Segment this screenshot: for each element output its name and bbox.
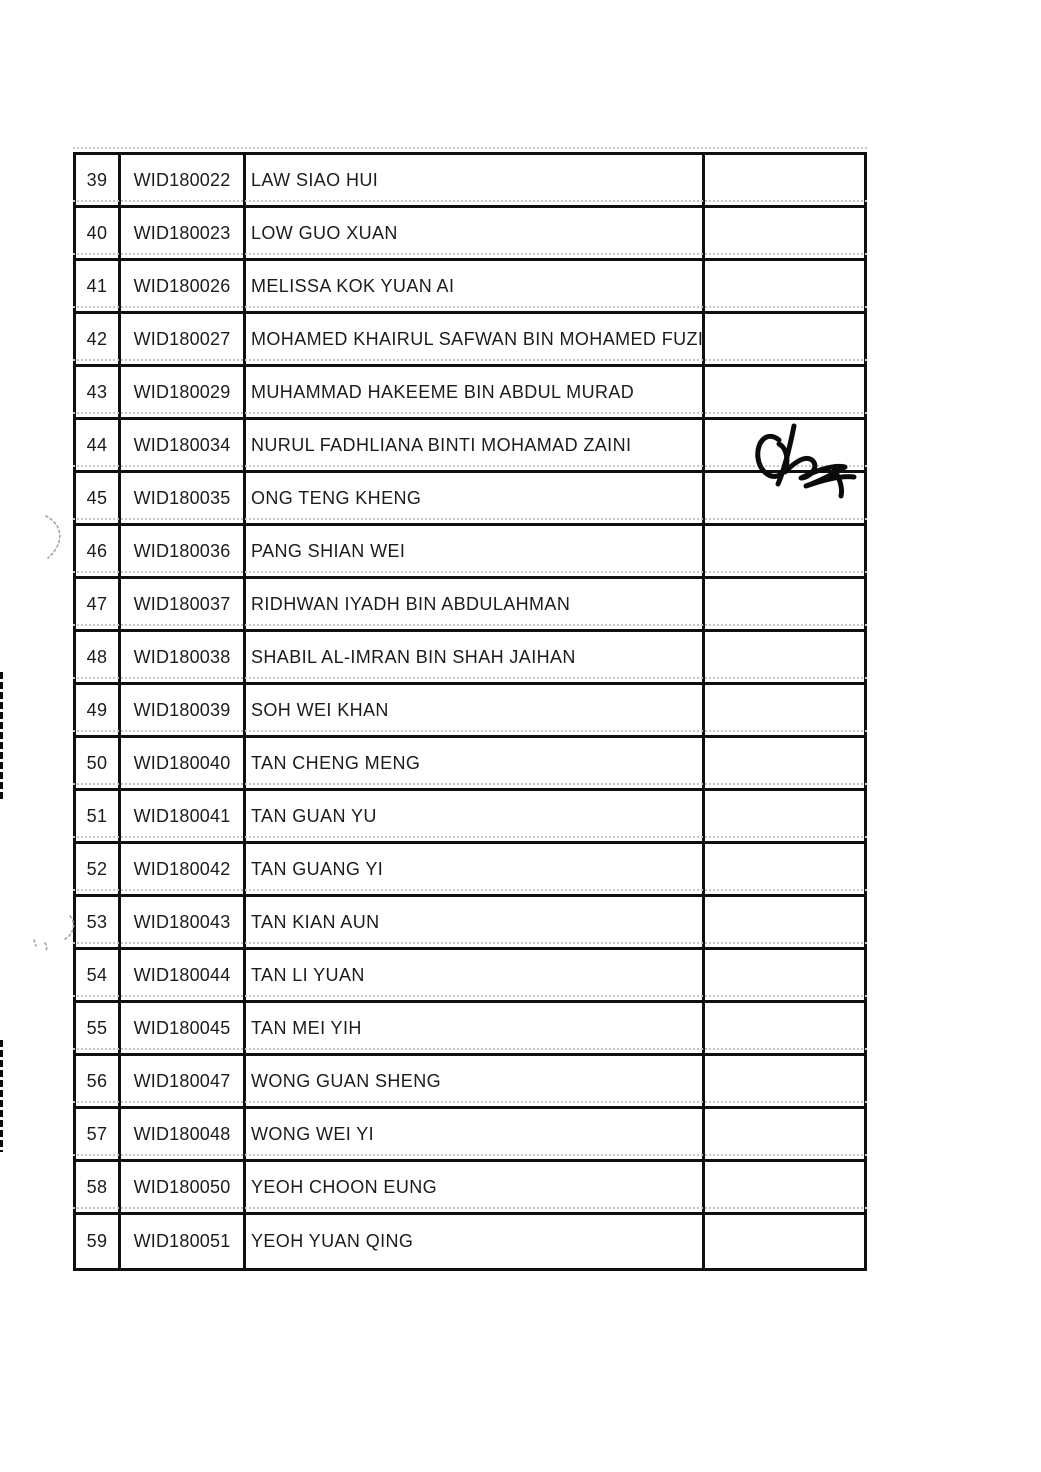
row-number: 40 <box>76 208 121 258</box>
student-id: WID180029 <box>121 367 246 417</box>
row-number: 57 <box>76 1109 121 1159</box>
student-name: TAN CHENG MENG <box>246 738 705 788</box>
student-name: RIDHWAN IYADH BIN ABDULAHMAN <box>246 579 705 629</box>
student-id: WID180035 <box>121 473 246 523</box>
row-number: 48 <box>76 632 121 682</box>
signature-cell <box>705 685 870 735</box>
table-row <box>76 1056 864 1109</box>
student-id: WID180022 <box>121 155 246 205</box>
row-number: 41 <box>76 261 121 311</box>
row-number: 50 <box>76 738 121 788</box>
row-number: 52 <box>76 844 121 894</box>
student-name: MELISSA KOK YUAN AI <box>246 261 705 311</box>
row-number: 56 <box>76 1056 121 1106</box>
table-row <box>76 1109 864 1162</box>
table-row <box>76 367 864 420</box>
signature-cell <box>705 897 870 947</box>
table-row <box>76 1162 864 1215</box>
student-id: WID180048 <box>121 1109 246 1159</box>
row-number: 58 <box>76 1162 121 1212</box>
student-name: TAN LI YUAN <box>246 950 705 1000</box>
student-id: WID180041 <box>121 791 246 841</box>
signature-cell <box>705 208 870 258</box>
scan-pen-mark <box>42 512 70 562</box>
signature-cell <box>705 1215 870 1268</box>
student-id: WID180027 <box>121 314 246 364</box>
signature-cell <box>705 579 870 629</box>
table-row <box>76 420 864 473</box>
table-row <box>76 844 864 897</box>
student-id: WID180037 <box>121 579 246 629</box>
student-id: WID180039 <box>121 685 246 735</box>
student-id: WID180050 <box>121 1162 246 1212</box>
student-id: WID180026 <box>121 261 246 311</box>
student-name: PANG SHIAN WEI <box>246 526 705 576</box>
student-id: WID180047 <box>121 1056 246 1106</box>
student-id: WID180034 <box>121 420 246 470</box>
student-name: WONG WEI YI <box>246 1109 705 1159</box>
signature-cell <box>705 1056 870 1106</box>
table-row <box>76 1003 864 1056</box>
signature-cell <box>705 738 870 788</box>
student-name: TAN MEI YIH <box>246 1003 705 1053</box>
student-id: WID180042 <box>121 844 246 894</box>
signature-cell <box>705 950 870 1000</box>
signature-cell <box>705 844 870 894</box>
student-name: SHABIL AL-IMRAN BIN SHAH JAIHAN <box>246 632 705 682</box>
student-name: ONG TENG KHENG <box>246 473 705 523</box>
table-row <box>76 950 864 1003</box>
student-name: TAN KIAN AUN <box>246 897 705 947</box>
row-number: 39 <box>76 155 121 205</box>
signature-cell <box>705 367 870 417</box>
row-number: 43 <box>76 367 121 417</box>
table-row <box>76 632 864 685</box>
table-row <box>76 1215 864 1268</box>
row-number: 49 <box>76 685 121 735</box>
student-name: TAN GUANG YI <box>246 844 705 894</box>
table-row <box>76 738 864 791</box>
student-id: WID180051 <box>121 1215 246 1268</box>
signature-cell <box>705 314 870 364</box>
table-row <box>76 791 864 844</box>
table-row <box>76 208 864 261</box>
scan-edge-artifact <box>0 672 3 800</box>
student-name: LAW SIAO HUI <box>246 155 705 205</box>
row-number: 47 <box>76 579 121 629</box>
table-row <box>76 261 864 314</box>
table-row <box>76 314 864 367</box>
table-row <box>76 897 864 950</box>
scan-edge-artifact <box>0 1040 3 1152</box>
student-name: MUHAMMAD HAKEEME BIN ABDUL MURAD <box>246 367 705 417</box>
signature-cell <box>705 420 870 470</box>
signature-cell <box>705 791 870 841</box>
student-id: WID180040 <box>121 738 246 788</box>
scan-pen-mark <box>28 910 78 962</box>
row-number: 51 <box>76 791 121 841</box>
signature-cell <box>705 261 870 311</box>
student-name: SOH WEI KHAN <box>246 685 705 735</box>
table-row <box>76 473 864 526</box>
attendance-table <box>73 152 867 1271</box>
row-number: 53 <box>76 897 121 947</box>
student-id: WID180045 <box>121 1003 246 1053</box>
student-name: TAN GUAN YU <box>246 791 705 841</box>
table-row <box>76 155 864 208</box>
row-number: 44 <box>76 420 121 470</box>
signature-cell <box>705 632 870 682</box>
student-name: WONG GUAN SHENG <box>246 1056 705 1106</box>
student-name: MOHAMED KHAIRUL SAFWAN BIN MOHAMED FUZI <box>246 314 705 364</box>
student-name: NURUL FADHLIANA BINTI MOHAMAD ZAINI <box>246 420 705 470</box>
signature-cell <box>705 1109 870 1159</box>
signature-cell <box>705 155 870 205</box>
row-number: 45 <box>76 473 121 523</box>
table-row <box>76 579 864 632</box>
signature-cell <box>705 1003 870 1053</box>
row-number: 54 <box>76 950 121 1000</box>
table-row <box>76 685 864 738</box>
student-id: WID180038 <box>121 632 246 682</box>
student-id: WID180044 <box>121 950 246 1000</box>
row-number: 46 <box>76 526 121 576</box>
student-name: YEOH CHOON EUNG <box>246 1162 705 1212</box>
row-number: 59 <box>76 1215 121 1268</box>
student-name: LOW GUO XUAN <box>246 208 705 258</box>
table-row <box>76 526 864 579</box>
student-id: WID180023 <box>121 208 246 258</box>
row-number: 42 <box>76 314 121 364</box>
student-id: WID180036 <box>121 526 246 576</box>
row-number: 55 <box>76 1003 121 1053</box>
signature-cell <box>705 526 870 576</box>
handwritten-signature <box>749 420 869 500</box>
student-id: WID180043 <box>121 897 246 947</box>
student-name: YEOH YUAN QING <box>246 1215 705 1268</box>
signature-cell <box>705 1162 870 1212</box>
